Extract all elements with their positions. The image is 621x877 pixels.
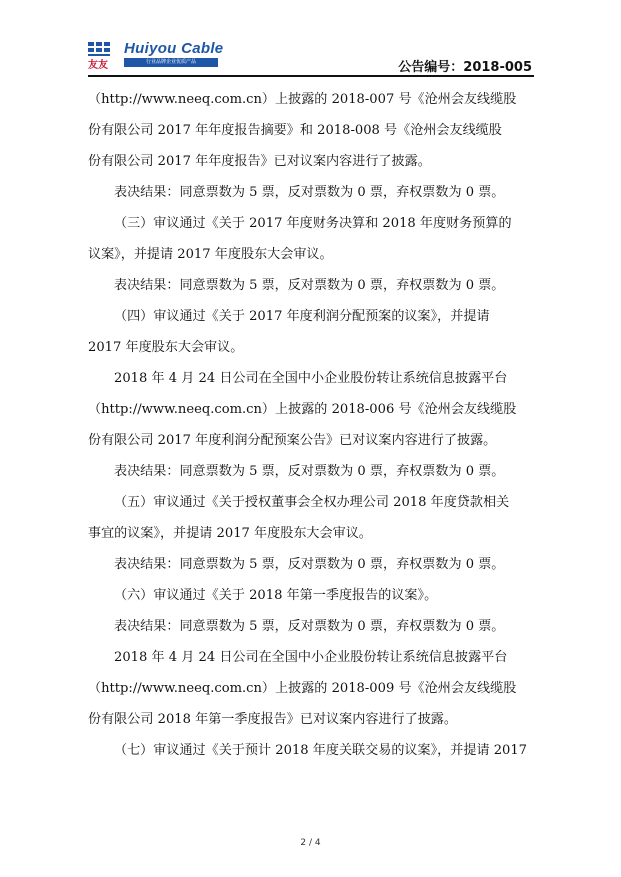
text-line: （http://www.neeq.com.cn）上披露的 2018-006 号《沧州会友线缆股 — [88, 402, 517, 417]
text-line: 份有限公司 2017 年度利润分配预案公告》已对议案内容进行了披露。 — [88, 433, 497, 448]
company-logo — [88, 38, 238, 70]
text-line: 表决结果：同意票数为 5 票，反对票数为 0 票，弃权票数为 0 票。 — [114, 464, 505, 479]
text-line: （三）审议通过《关于 2017 年度财务决算和 2018 年度财务预算的 — [114, 216, 512, 231]
logo-english-text: Huiyou Cable — [124, 40, 224, 57]
text-line: 2017 年度股东大会审议。 — [88, 340, 244, 355]
text-line: 表决结果：同意票数为 5 票，反对票数为 0 票，弃权票数为 0 票。 — [114, 185, 505, 200]
logo-chinese-text: 友友 — [88, 60, 108, 71]
text-line: 2018 年 4 月 24 日公司在全国中小企业股份转让系统信息披露平台 — [114, 371, 508, 386]
text-line: 表决结果：同意票数为 5 票，反对票数为 0 票，弃权票数为 0 票。 — [114, 557, 505, 572]
announcement-number: 公告编号：2018-005 — [398, 60, 532, 75]
text-line: （http://www.neeq.com.cn）上披露的 2018-009 号《沧州会友线缆股 — [88, 681, 517, 696]
text-line: 事宜的议案》，并提请 2017 年度股东大会审议。 — [88, 526, 372, 541]
text-line: 份有限公司 2017 年年度报告》已对议案内容进行了披露。 — [88, 154, 431, 169]
text-line: （六）审议通过《关于 2018 年第一季度报告的议案》。 — [114, 588, 438, 603]
logo-tagline: 行业品牌企业优质产品 — [124, 58, 218, 67]
text-line: （七）审议通过《关于预计 2018 年度关联交易的议案》，并提请 2017 — [114, 743, 528, 758]
text-line: （五）审议通过《关于授权董事会全权办理公司 2018 年度贷款相关 — [114, 495, 510, 510]
text-line: （四）审议通过《关于 2017 年度利润分配预案的议案》，并提请 — [114, 309, 490, 324]
header-divider — [88, 75, 534, 77]
text-line: （http://www.neeq.com.cn）上披露的 2018-007 号《沧州会友线缆股 — [88, 92, 517, 107]
text-line: 份有限公司 2017 年年度报告摘要》和 2018-008 号《沧州会友线缆股 — [88, 123, 502, 138]
page-header — [88, 38, 534, 74]
text-line: 议案》，并提请 2017 年度股东大会审议。 — [88, 247, 333, 262]
document-body — [88, 84, 534, 766]
text-line: 份有限公司 2018 年第一季度报告》已对议案内容进行了披露。 — [88, 712, 457, 727]
text-line: 2018 年 4 月 24 日公司在全国中小企业股份转让系统信息披露平台 — [114, 650, 508, 665]
text-line: 表决结果：同意票数为 5 票，反对票数为 0 票，弃权票数为 0 票。 — [114, 619, 505, 634]
text-line: 表决结果：同意票数为 5 票，反对票数为 0 票，弃权票数为 0 票。 — [114, 278, 505, 293]
page-number: 2 / 4 — [300, 838, 321, 848]
